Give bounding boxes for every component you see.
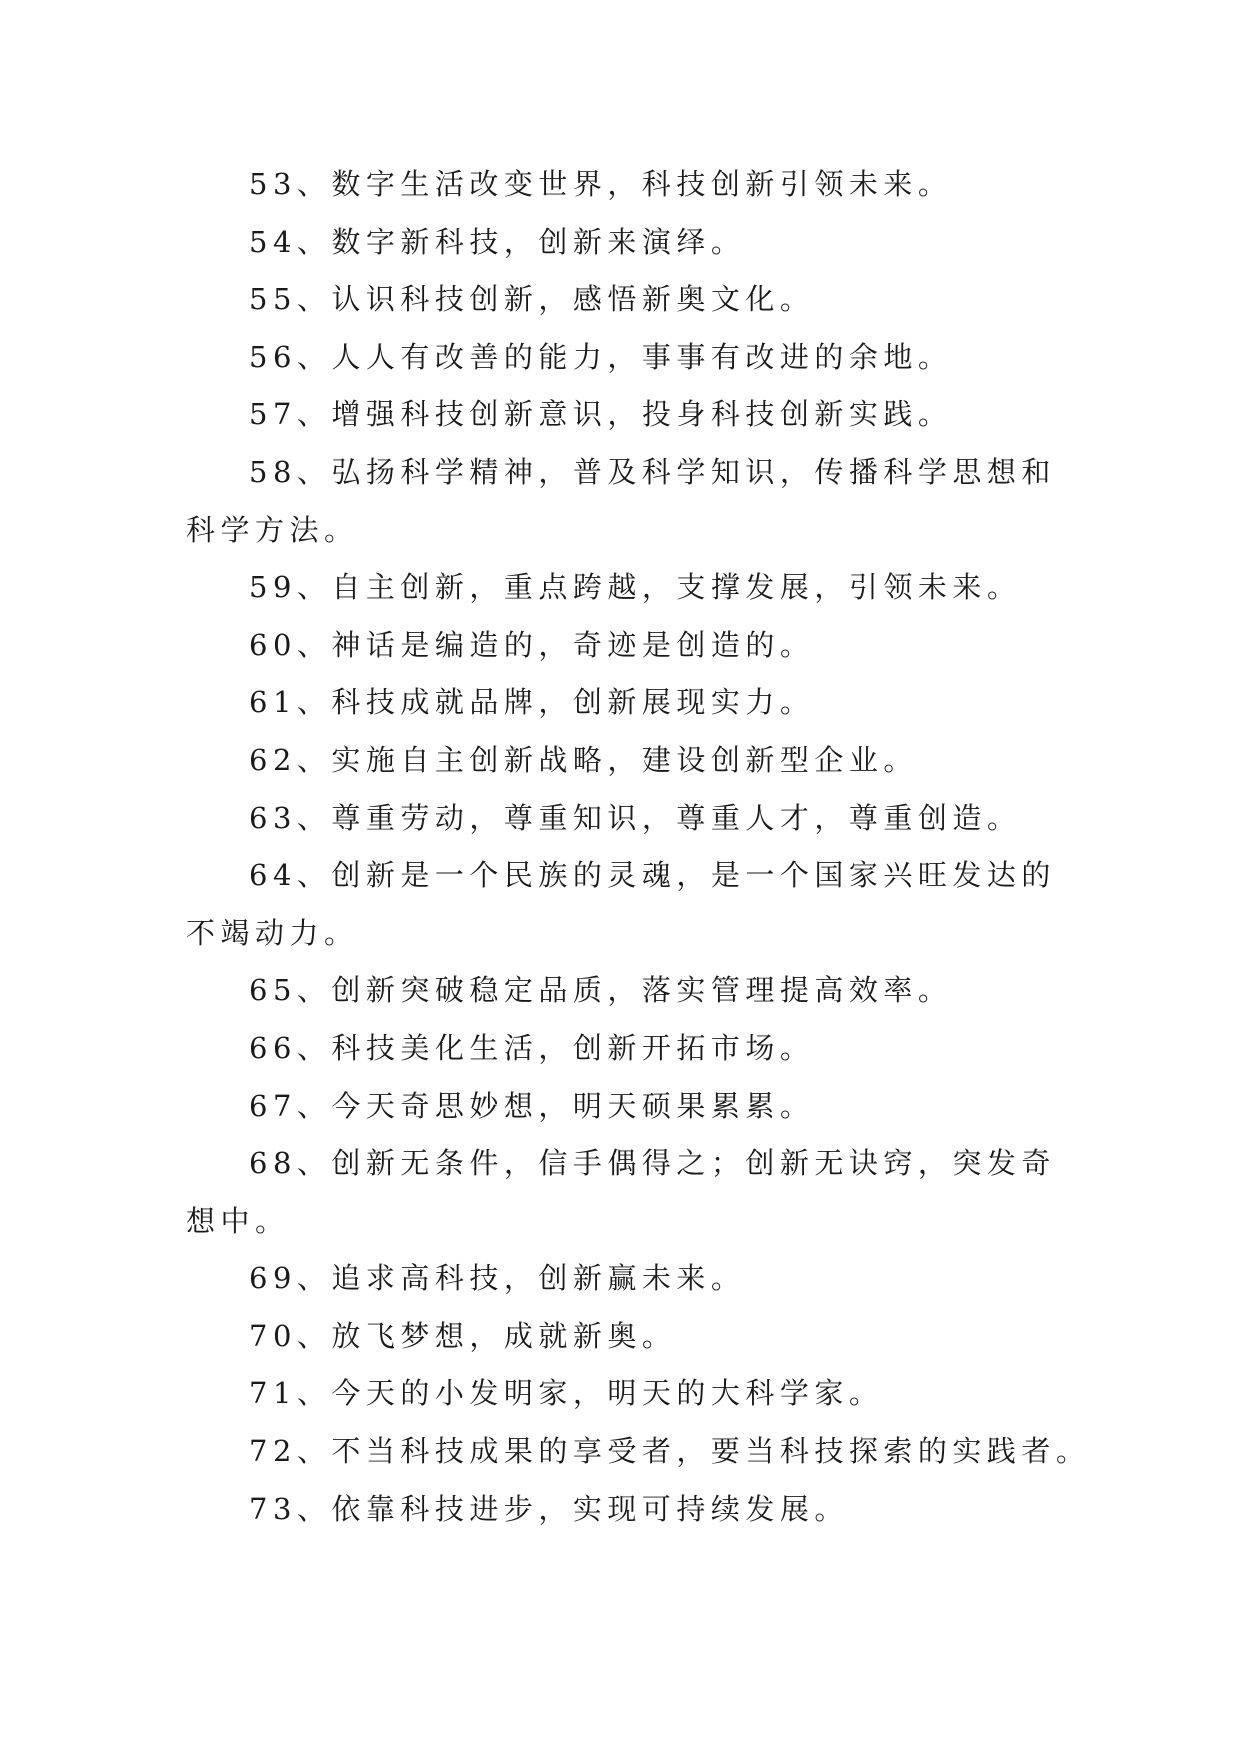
slogan-item-54: 54、数字新科技，创新来演绎。 [249,224,746,259]
slogan-item-73: 73、依靠科技进步，实现可持续发展。 [249,1491,849,1526]
slogan-item-65: 65、创新突破稳定品质，落实管理提高效率。 [249,973,953,1008]
slogan-item-59: 59、自主创新，重点跨越，支撑发展，引领未来。 [249,570,1022,605]
slogan-item-71: 71、今天的小发明家，明天的大科学家。 [249,1376,884,1411]
slogan-item-53: 53、数字生活改变世界，科技创新引领未来。 [249,167,953,201]
slogan-item-68: 68、创新无条件，信手偶得之；创新无诀窍，突发奇想中。 [186,1146,1056,1238]
slogan-item-56: 56、人人有改善的能力，事事有改进的余地。 [249,339,953,374]
slogan-item-69: 69、追求高科技，创新赢未来。 [249,1261,746,1296]
slogan-item-58: 58、弘扬科学精神，普及科学知识，传播科学思想和科学方法。 [186,454,1056,547]
slogan-item-61: 61、科技成就品牌，创新展现实力。 [249,685,815,720]
slogan-item-66: 66、科技美化生活，创新开拓市场。 [249,1030,815,1065]
slogan-item-60: 60、神话是编造的，奇迹是创造的。 [249,627,815,662]
slogan-list [186,156,1091,1538]
slogan-item-70: 70、放飞梦想，成就新奥。 [249,1318,677,1353]
slogan-item-63: 63、尊重劳动，尊重知识，尊重人才，尊重创造。 [249,800,1022,835]
slogan-item-67: 67、今天奇思妙想，明天硕果累累。 [249,1088,815,1123]
slogan-item-64: 64、创新是一个民族的灵魂，是一个国家兴旺发达的不竭动力。 [186,858,1056,950]
slogan-item-72: 72、不当科技成果的享受者，要当科技探索的实践者。 [249,1434,1091,1469]
slogan-item-55: 55、认识科技创新，感悟新奥文化。 [249,282,815,317]
slogan-item-57: 57、增强科技创新意识，投身科技创新实践。 [249,397,953,432]
slogan-item-62: 62、实施自主创新战略，建设创新型企业。 [249,742,918,777]
